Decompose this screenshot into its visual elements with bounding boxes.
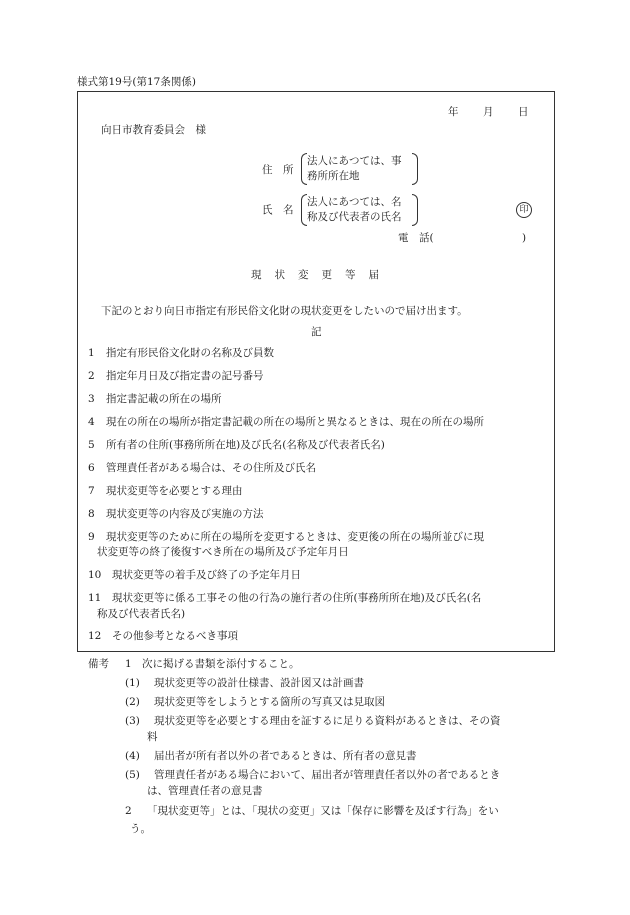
list-item-1 xyxy=(88,346,274,360)
name-note-line2: 称及び代表者の氏名 xyxy=(307,211,402,223)
item-number: 3 xyxy=(88,393,95,405)
item-text: 所有者の住所(事務所所在地)及び氏名(名称及び代表者氏名) xyxy=(106,439,385,451)
item-number: 5 xyxy=(88,439,95,451)
note-2-text: 「現状変更等」とは、「現状の変更」又は「保存に影響を及ぼす行為」をい xyxy=(147,805,499,817)
note-sub-2-number: (2) xyxy=(125,696,140,708)
address-label: 住 所 xyxy=(262,164,294,176)
notes-label: 備考 xyxy=(88,658,109,670)
address-note-line2: 務所所在地 xyxy=(307,170,360,182)
item-number: 1 xyxy=(88,347,95,359)
name-label: 氏 名 xyxy=(262,204,294,216)
note-sub-1-text: 現状変更等の設計仕様書、設計図又は計画書 xyxy=(154,677,364,689)
list-item-5 xyxy=(88,438,385,452)
date-month: 月 xyxy=(483,106,494,118)
date-year: 年 xyxy=(448,106,459,118)
document-title: 現状変更等届 xyxy=(251,269,392,281)
item-text: 管理責任者がある場合は、その住所及び氏名 xyxy=(106,462,316,474)
addressee: 向日市教育委員会 様 xyxy=(101,124,206,136)
note-2-continuation: う。 xyxy=(130,823,151,835)
item-text: 指定書記載の所在の場所 xyxy=(106,393,222,405)
note-sub-4-text: 届出者が所有者以外の者であるときは、所有者の意見書 xyxy=(154,750,417,762)
list-item-7 xyxy=(88,484,243,498)
list-item-9 xyxy=(88,530,484,544)
date-day: 日 xyxy=(518,106,529,118)
item-number: 6 xyxy=(88,462,95,474)
item-text: 現在の所在の場所が指定書記載の所在の場所と異なるときは、現在の所在の場所 xyxy=(106,416,484,428)
list-item-3 xyxy=(88,392,222,406)
note-sub-3-number: (3) xyxy=(125,715,140,727)
item-number: 4 xyxy=(88,416,95,428)
item-text: 現状変更等を必要とする理由 xyxy=(106,485,243,497)
note-1-text: 次に掲げる書類を添付すること。 xyxy=(142,658,300,670)
note-sub-5-text: 管理責任者がある場合において、届出者が管理責任者以外の者であるとき xyxy=(154,769,501,781)
item-text: 現状変更等の内容及び実施の方法 xyxy=(106,508,264,520)
name-note-line1: 法人にあつては、名 xyxy=(307,196,402,208)
phone-label: 電 話( xyxy=(398,232,434,244)
name-bracket-right xyxy=(412,194,418,226)
note-1-number: 1 xyxy=(125,658,132,670)
item-text: 現状変更等のために所在の場所を変更するときは、変更後の所在の場所並びに現 xyxy=(106,531,484,543)
address-note-line1: 法人にあつては、事 xyxy=(307,155,402,167)
list-item-10 xyxy=(88,568,301,582)
item-number: 10 xyxy=(88,569,102,581)
note-sub-2-text: 現状変更等をしようとする箇所の写真又は見取図 xyxy=(154,696,385,708)
note-sub-5-number: (5) xyxy=(125,769,140,781)
item-number: 9 xyxy=(88,531,95,543)
note-sub-3-text: 現状変更等を必要とする理由を証するに足りる資料があるときは、その資 xyxy=(154,715,501,727)
item-text: 現状変更等の着手及び終了の予定年月日 xyxy=(112,569,301,581)
item-number: 11 xyxy=(88,592,102,604)
item-number: 2 xyxy=(88,370,95,382)
item-number: 7 xyxy=(88,485,95,497)
note-sub-5-continuation: は、管理責任者の意見書 xyxy=(147,785,263,797)
list-item-12 xyxy=(88,629,238,643)
note-2-number: 2 xyxy=(125,805,132,817)
item-text: 指定年月日及び指定書の記号番号 xyxy=(106,370,264,382)
note-sub-1-number: (1) xyxy=(125,677,140,689)
list-item-11 xyxy=(88,591,481,605)
ki-heading: 記 xyxy=(311,326,322,338)
list-item-4 xyxy=(88,415,484,429)
item-text: 現状変更等に係る工事その他の行為の施行者の住所(事務所所在地)及び氏名(名 xyxy=(112,592,482,604)
list-item-8 xyxy=(88,507,264,521)
item-number: 12 xyxy=(88,630,102,642)
list-item-6 xyxy=(88,461,316,475)
address-bracket-right xyxy=(412,153,418,185)
list-item-2 xyxy=(88,369,264,383)
item-text: その他参考となるべき事項 xyxy=(112,630,238,642)
item-number: 8 xyxy=(88,508,95,520)
list-item-11-continuation: 称及び代表者氏名) xyxy=(97,608,186,620)
phone-close-paren: ) xyxy=(522,232,527,244)
seal-mark: 印 xyxy=(516,202,532,218)
intro-text: 下記のとおり向日市指定有形民俗文化財の現状変更をしたいので届け出ます。 xyxy=(101,305,468,317)
form-number: 様式第19号(第17条関係) xyxy=(77,76,196,88)
list-item-9-continuation: 状変更等の終了後復すべき所在の場所及び予定年月日 xyxy=(97,546,349,558)
note-sub-3-continuation: 料 xyxy=(147,731,158,743)
note-sub-4-number: (4) xyxy=(125,750,140,762)
item-text: 指定有形民俗文化財の名称及び員数 xyxy=(106,347,274,359)
